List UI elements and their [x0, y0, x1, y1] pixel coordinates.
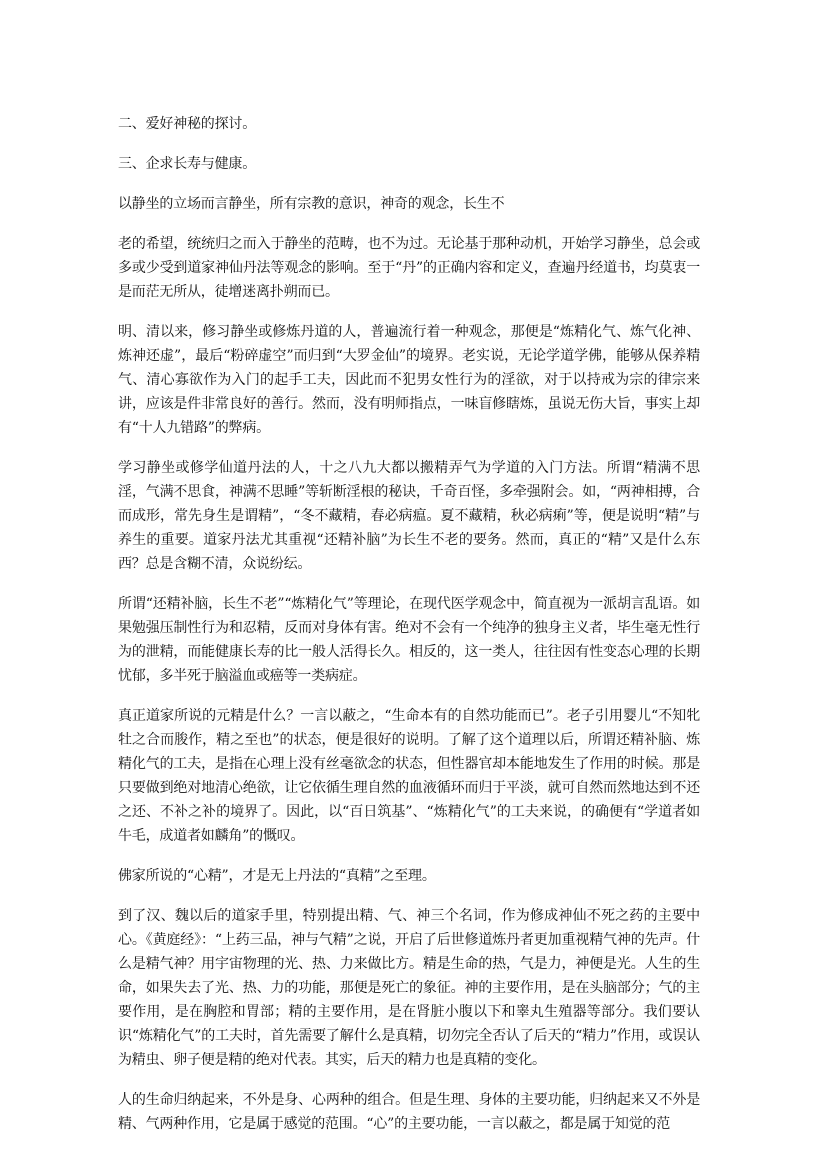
paragraph: 到了汉、魏以后的道家手里，特别提出精、气、神三个名词，作为修成神仙不死之药的主要中心。《黄庭经》：“上药三品，神与气精”之说，开启了后世修道炼丹者更加重视精气神的先声。什么是精气神？用宇宙物理的光、热、力来做比方。精是生命的热，气是力，神便是光。人生的生命，如果失去了光、热、力的功能，那便是死亡的象征。神的主要作用，是在头脑部分；气的主要作用，是在胸腔和胃部；精的主要作用，是在肾脏小腹以下和睾丸生殖器等部分。我们要认识“炼精化气”的工夫时，首先需要了解什么是真精，切勿完全否认了后天的“精力”作用，或误认为精虫、卵子便是精的绝对代表。其实，后天的精力也是真精的变化。	[118, 908, 700, 1068]
paragraph: 佛家所说的“心精”，才是无上丹法的“真精”之至理。	[118, 868, 436, 884]
paragraph: 明、清以来，修习静坐或修炼丹道的人，普遍流行着一种观念，那便是“炼精化气、炼气化神、炼神还虚”，最后“粉碎虚空”而归到“大罗金仙”的境界。老实说，无论学道学佛，能够从保养精气、清心寡欲作为入门的起手工夫，因此而不犯男女性行为的淫欲，对于以持戒为宗的律宗来讲，应该是件非常良好的善行。然而，没有明师指点，一味盲修瞎炼，虽说无伤大旨，事实上却有“十人九错路”的弊病。	[118, 324, 700, 436]
paragraph: 二、爱好神秘的探讨。	[118, 116, 256, 132]
paragraph: 所谓“还精补脑，长生不老”“炼精化气”等理论，在现代医学观念中，简直视为一派胡言乱语。如果勉强压制性行为和忍精，反而对身体有害。绝对不会有一个纯净的独身主义者，毕生毫无性行为的泄精，而能健康长寿的比一般人活得长久。相反的，这一类人，往往因有性变态心理的长期忧郁，多半死于脑溢血或癌等一类病症。	[118, 596, 700, 684]
paragraph: 人的生命归纳起来，不外是身、心两种的组合。但是生理、身体的主要功能，归纳起来又不外是精、气两种作用，它是属于感觉的范围。“心”的主要功能，一言以蔽之，都是属于知觉的范	[118, 1092, 700, 1132]
paragraph: 学习静坐或修学仙道丹法的人，十之八九大都以搬精弄气为学道的入门方法。所谓“精满不思淫，气满不思食，神满不思睡”等斩断淫根的秘诀，千奇百怪，多牵强附会。如，“两神相搏，合而成形，常先身生是谓精”，“冬不藏精，春必病瘟。夏不藏精，秋必病痢”等，便是说明“精”与养生的重要。道家丹法尤其重视“还精补脑”为长生不老的要务。然而，真正的“精”又是什么东西？总是含糊不清，众说纷纭。	[118, 460, 700, 572]
paragraph: 真正道家所说的元精是什么？一言以蔽之，“生命本有的自然功能而已”。老子引用婴儿“不知牝牡之合而朘作，精之至也”的状态，便是很好的说明。了解了这个道理以后，所谓还精补脑、炼精化气的工夫，是指在心理上没有丝毫欲念的状态，但性器官却本能地发生了作用的时候。那是只要做到绝对地清心绝欲，让它依循生理自然的血液循环而归于平淡，就可自然而然地达到不还之还、不补之补的境界了。因此，以“百日筑基”、“炼精化气”的工夫来说，的确便有“学道者如牛毛，成道者如麟角”的慨叹。	[118, 708, 700, 844]
paragraph: 以静坐的立场而言静坐，所有宗教的意识，神奇的观念，长生不	[118, 196, 505, 212]
paragraph: 三、企求长寿与健康。	[118, 156, 256, 172]
paragraph: 老的希望，统统归之而入于静坐的范畴，也不为过。无论基于那种动机，开始学习静坐，总会或多或少受到道家神仙丹法等观念的影响。至于“丹”的正确内容和定义，查遍丹经道书，均莫衷一是而茫无所从，徒增迷离扑朔而已。	[118, 236, 700, 300]
document-page	[118, 112, 700, 1152]
